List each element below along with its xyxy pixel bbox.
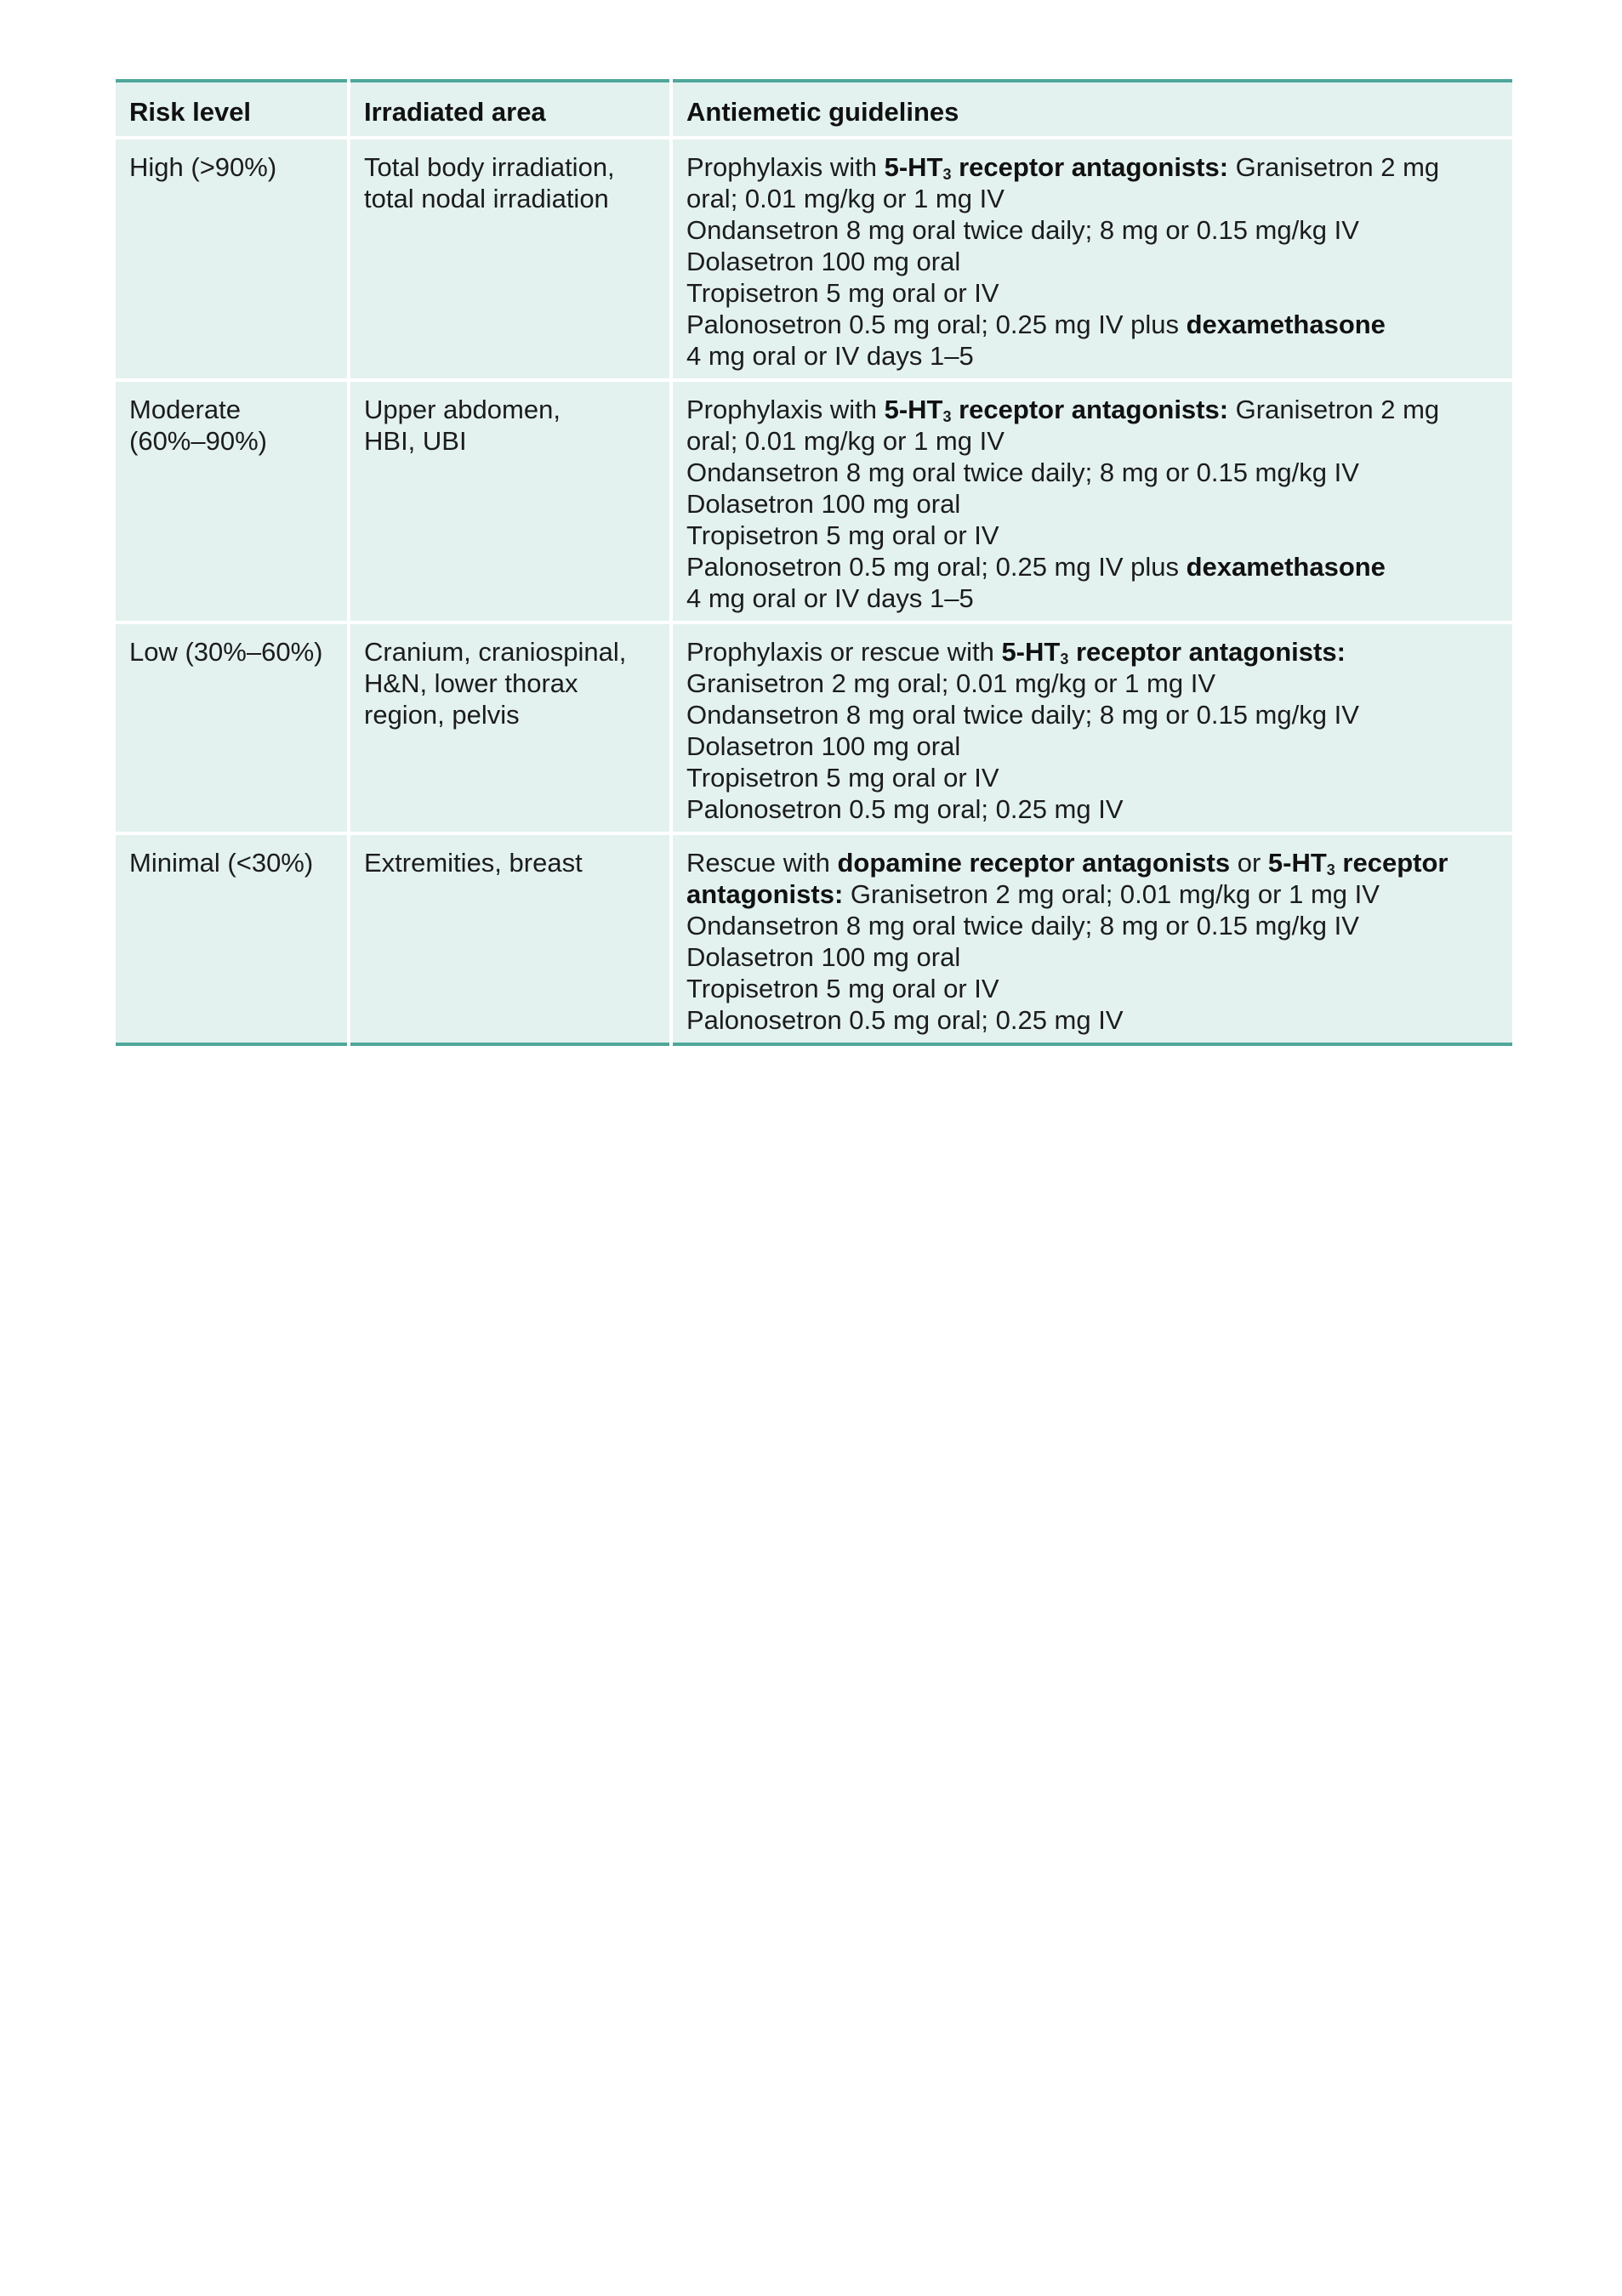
header-irradiated-area: Irradiated area: [349, 81, 671, 138]
irradiated-area-cell: [349, 138, 671, 380]
guideline-line: [686, 425, 1500, 457]
bold-text: 5-HT: [884, 152, 943, 182]
bold-text: 5-HT: [1267, 848, 1327, 878]
bold-text: dexamethasone: [1186, 552, 1386, 582]
irradiated-area-cell-line: HBI, UBI: [364, 426, 467, 456]
guideline-text: Ondansetron 8 mg oral twice daily; 8 mg or 0.15 mg/kg IV: [686, 911, 1359, 941]
guideline-line: [686, 246, 1500, 277]
guideline-line: [686, 583, 1500, 614]
antiemetic-guidelines-cell: [671, 622, 1512, 833]
guideline-text: Prophylaxis with: [686, 395, 885, 424]
risk-level-cell-line: High (>90%): [129, 152, 277, 182]
guideline-text: Tropisetron 5 mg oral or IV: [686, 520, 999, 550]
guideline-line: [686, 551, 1500, 583]
bold-text: receptor antagonists:: [951, 152, 1229, 182]
bold-text: receptor antagonists:: [1068, 637, 1346, 667]
guideline-line: [686, 277, 1500, 309]
guideline-line: [686, 394, 1500, 425]
risk-level-cell-line: (60%–90%): [129, 426, 267, 456]
bold-text: 5-HT: [1001, 637, 1061, 667]
irradiated-area-cell-line: Total body irradiation,: [364, 152, 615, 182]
guideline-text: Granisetron 2 mg oral; 0.01 mg/kg or 1 mg IV: [843, 879, 1380, 909]
guideline-text: Granisetron 2 mg: [1228, 395, 1440, 424]
guideline-line: [686, 151, 1500, 183]
guideline-text: Dolasetron 100 mg oral: [686, 489, 961, 519]
guideline-text: Palonosetron 0.5 mg oral; 0.25 mg IV plus: [686, 552, 1187, 582]
irradiated-area-cell: [349, 380, 671, 622]
bold-text: antagonists:: [686, 879, 844, 909]
guideline-line: [686, 457, 1500, 488]
guideline-text: Ondansetron 8 mg oral twice daily; 8 mg or 0.15 mg/kg IV: [686, 700, 1359, 730]
guideline-text: Ondansetron 8 mg oral twice daily; 8 mg or 0.15 mg/kg IV: [686, 457, 1359, 487]
guideline-line: [686, 340, 1500, 372]
guideline-line: [686, 636, 1500, 668]
table-row: [116, 622, 1512, 833]
guideline-line: [686, 793, 1500, 825]
guideline-text: Palonosetron 0.5 mg oral; 0.25 mg IV: [686, 794, 1124, 824]
guideline-text: Palonosetron 0.5 mg oral; 0.25 mg IV: [686, 1005, 1124, 1035]
subscript-text: 3: [942, 408, 952, 425]
guideline-line: [686, 520, 1500, 551]
guideline-text: Tropisetron 5 mg oral or IV: [686, 974, 999, 1003]
header-antiemetic-guidelines: Antiemetic guidelines: [671, 81, 1512, 138]
guideline-text: Palonosetron 0.5 mg oral; 0.25 mg IV plus: [686, 310, 1187, 339]
irradiated-area-cell-line: region, pelvis: [364, 700, 520, 730]
bold-text: dexamethasone: [1186, 310, 1386, 339]
guideline-text: Rescue with: [686, 848, 838, 878]
table-row: [116, 833, 1512, 1044]
guideline-text: Dolasetron 100 mg oral: [686, 247, 961, 276]
guideline-line: [686, 699, 1500, 730]
table-row: [116, 380, 1512, 622]
guideline-line: [686, 847, 1500, 878]
guideline-text: oral; 0.01 mg/kg or 1 mg IV: [686, 184, 1005, 213]
guideline-text: or: [1230, 848, 1268, 878]
risk-level-cell-line: Minimal (<30%): [129, 848, 314, 878]
guideline-line: [686, 973, 1500, 1004]
irradiated-area-cell-line: Upper abdomen,: [364, 395, 561, 424]
subscript-text: 3: [942, 166, 952, 183]
guideline-text: Tropisetron 5 mg oral or IV: [686, 763, 999, 793]
guideline-text: Prophylaxis with: [686, 152, 885, 182]
antiemetic-guidelines-cell: [671, 380, 1512, 622]
guideline-line: [686, 910, 1500, 941]
guideline-text: Ondansetron 8 mg oral twice daily; 8 mg or 0.15 mg/kg IV: [686, 215, 1359, 245]
header-risk-level: Risk level: [116, 81, 349, 138]
guideline-line: [686, 183, 1500, 214]
risk-level-cell-line: Low (30%–60%): [129, 637, 323, 667]
guideline-line: [686, 668, 1500, 699]
guideline-text: 4 mg oral or IV days 1–5: [686, 583, 974, 613]
risk-level-cell: [116, 138, 349, 380]
guideline-text: Dolasetron 100 mg oral: [686, 942, 961, 972]
subscript-text: 3: [1326, 861, 1335, 878]
bold-text: 5-HT: [884, 395, 943, 424]
antiemetic-table: [116, 79, 1512, 1046]
risk-level-cell: [116, 622, 349, 833]
guideline-line: [686, 878, 1500, 910]
risk-level-cell: [116, 833, 349, 1044]
irradiated-area-cell-line: total nodal irradiation: [364, 184, 609, 213]
guideline-text: oral; 0.01 mg/kg or 1 mg IV: [686, 426, 1005, 456]
guideline-line: [686, 309, 1500, 340]
irradiated-area-cell: [349, 622, 671, 833]
bold-text: receptor antagonists:: [951, 395, 1229, 424]
guideline-text: Prophylaxis or rescue with: [686, 637, 1002, 667]
guideline-line: [686, 488, 1500, 520]
guideline-text: Granisetron 2 mg: [1228, 152, 1440, 182]
guideline-text: Tropisetron 5 mg oral or IV: [686, 278, 999, 308]
risk-level-cell: [116, 380, 349, 622]
table-body: [116, 138, 1512, 1044]
risk-level-cell-line: Moderate: [129, 395, 241, 424]
guideline-text: Granisetron 2 mg oral; 0.01 mg/kg or 1 mg IV: [686, 668, 1215, 698]
guideline-text: 4 mg oral or IV days 1–5: [686, 341, 974, 371]
guideline-line: [686, 762, 1500, 793]
irradiated-area-cell-line: Extremities, breast: [364, 848, 583, 878]
subscript-text: 3: [1060, 651, 1069, 668]
guideline-line: [686, 1004, 1500, 1036]
header-row: [116, 81, 1512, 138]
bold-text: dopamine receptor antagonists: [837, 848, 1231, 878]
guideline-text: Dolasetron 100 mg oral: [686, 731, 961, 761]
bold-text: receptor: [1335, 848, 1448, 878]
antiemetic-guidelines-cell: [671, 138, 1512, 380]
irradiated-area-cell-line: H&N, lower thorax: [364, 668, 578, 698]
antiemetic-guidelines-cell: [671, 833, 1512, 1044]
guideline-line: [686, 730, 1500, 762]
guideline-line: [686, 941, 1500, 973]
table-row: [116, 138, 1512, 380]
irradiated-area-cell-line: Cranium, craniospinal,: [364, 637, 627, 667]
guideline-line: [686, 214, 1500, 246]
irradiated-area-cell: [349, 833, 671, 1044]
